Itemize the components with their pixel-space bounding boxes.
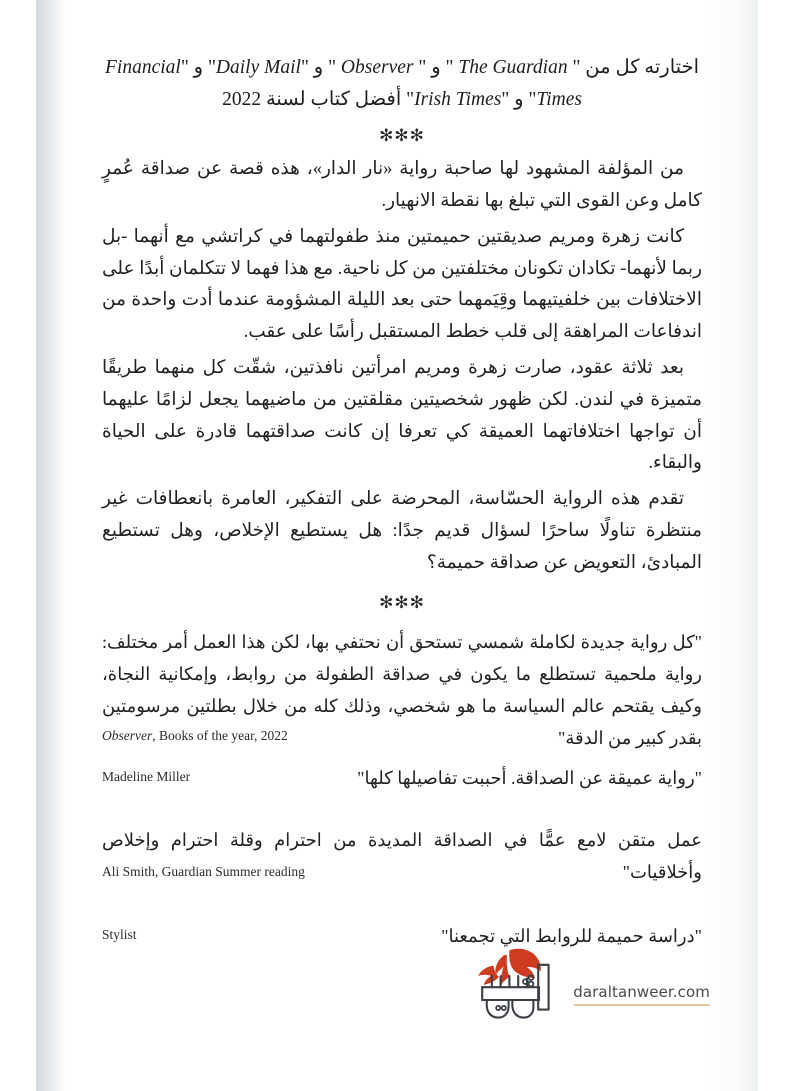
source-detail: Stylist <box>102 926 137 942</box>
press-quote-source <box>102 864 305 880</box>
headline-sep-1: " و " <box>413 57 459 78</box>
headline-quote-close: " <box>207 57 216 78</box>
right-margin <box>758 0 800 1091</box>
publication-the-guardian: The Guardian <box>458 57 568 78</box>
left-margin <box>0 0 36 1091</box>
press-quote-item <box>102 762 702 794</box>
press-quotes <box>102 626 702 952</box>
press-quote-source <box>102 728 288 744</box>
source-publication-name: Observer <box>102 727 153 743</box>
headline-sep-3: " و " <box>501 88 537 110</box>
publication-financial-times: Financial Times <box>104 57 582 110</box>
headline-prefix: اختارته كل من " <box>567 57 699 78</box>
spine-shading <box>36 0 66 1091</box>
publication-irish-times: Irish Times <box>414 88 502 110</box>
cover-text-content <box>102 52 702 952</box>
press-quote-text: "دراسة حميمة للروابط التي تجمعنا" <box>441 925 702 946</box>
divider-asterisks-bottom: ✻✻✻ <box>379 592 425 613</box>
headline-sep-2: " و " <box>300 57 341 78</box>
dar-al-tanweer-logo-icon <box>463 944 559 1024</box>
press-quote-text: "كل رواية جديدة لكاملة شمسي تستحق أن نحتفي بها، لكن هذا العمل أمر مختلف: رواية ملحمية تستطلع ما يكون في صداقة الطفولة من روابط، وإمكانية النجاة، وكيف يقتحم عالم السياسة ما هو شخصي، وذلك كله من خلال بطلتين مرسومتين بقدر كبير من الدقة" <box>102 631 702 748</box>
press-quote-item <box>102 626 702 754</box>
source-detail: Madeline Miller <box>102 768 191 784</box>
award-headline <box>102 52 702 115</box>
blurb-paragraph: من المؤلفة المشهود لها صاحبة رواية «نار الدار»، هذه قصة عن صداقة عُمرٍ كامل وعن القوى التي تبلغ بها نقطة الانهيار. <box>102 159 702 211</box>
headline-suffix: " أفضل كتاب لسنة 2022 <box>222 88 415 110</box>
press-quote-text: عمل متقن لامع عمًّا في الصداقة المديدة من احترام وقلة احترام وإخلاص وأخلاقيات" <box>102 829 702 882</box>
publisher-website-text[interactable]: daraltanweer.com <box>573 983 710 1001</box>
book-back-cover <box>36 0 758 1091</box>
source-detail: Ali Smith, Guardian Summer reading <box>102 863 305 879</box>
headline-line2-prefix: و " <box>180 57 204 78</box>
publication-daily-mail: Daily Mail <box>215 57 301 78</box>
blurb-paragraph: تقدم هذه الرواية الحسّاسة، المحرضة على التفكير، العامرة بانعطافات غير منتظرة تناولًا ساحرًا لسؤال قديم جدًا: هل يستطيع الإخلاص، وهل تستطيع المبادئ، التعويض عن صداقة حميمة؟ <box>102 489 702 573</box>
blurb-paragraph: بعد ثلاثة عقود، صارت زهرة ومريم امرأتين نافذتين، شقّت كل منهما طريقًا متميزة في لندن. لكن ظهور شخصيتين مقلقتين من ماضيهما يجعل لزامًا عليهما أن تواجها اختلافاتهما العميقة كي تعرفا إن كانت صداقتهما قادرة على الحياة والبقاء. <box>102 358 702 474</box>
divider-asterisks-top: ✻✻✻ <box>379 126 425 147</box>
press-quote-item <box>102 824 702 888</box>
source-detail: , Books of the year, 2022 <box>152 727 288 743</box>
blurb-paragraph: كانت زهرة ومريم صديقتين حميمتين منذ طفولتهما في كراتشي مع أنهما -بل ربما لأنهما- تكادان تكونان مختلفتين من كل ناحية. مع هذا فهما لا تتكلمان أبدًا على الاختلافات بين خلفيتيهما وقِيَمهما حتى بعد الليلة المشؤومة عندما أدت واحدة من اندفاعات المراهقة إلى قلب خطط المستقبل رأسًا على عقب. <box>102 226 702 343</box>
website-underline-rule <box>574 1004 710 1006</box>
press-quote-source <box>102 927 137 943</box>
publication-observer: Observer <box>340 57 414 78</box>
press-quote-source <box>102 769 190 785</box>
publisher-website[interactable] <box>573 983 710 1024</box>
publisher-footer <box>36 944 758 1044</box>
press-quote-text: "رواية عميقة عن الصداقة. أحببت تفاصيلها كلها" <box>357 767 702 788</box>
